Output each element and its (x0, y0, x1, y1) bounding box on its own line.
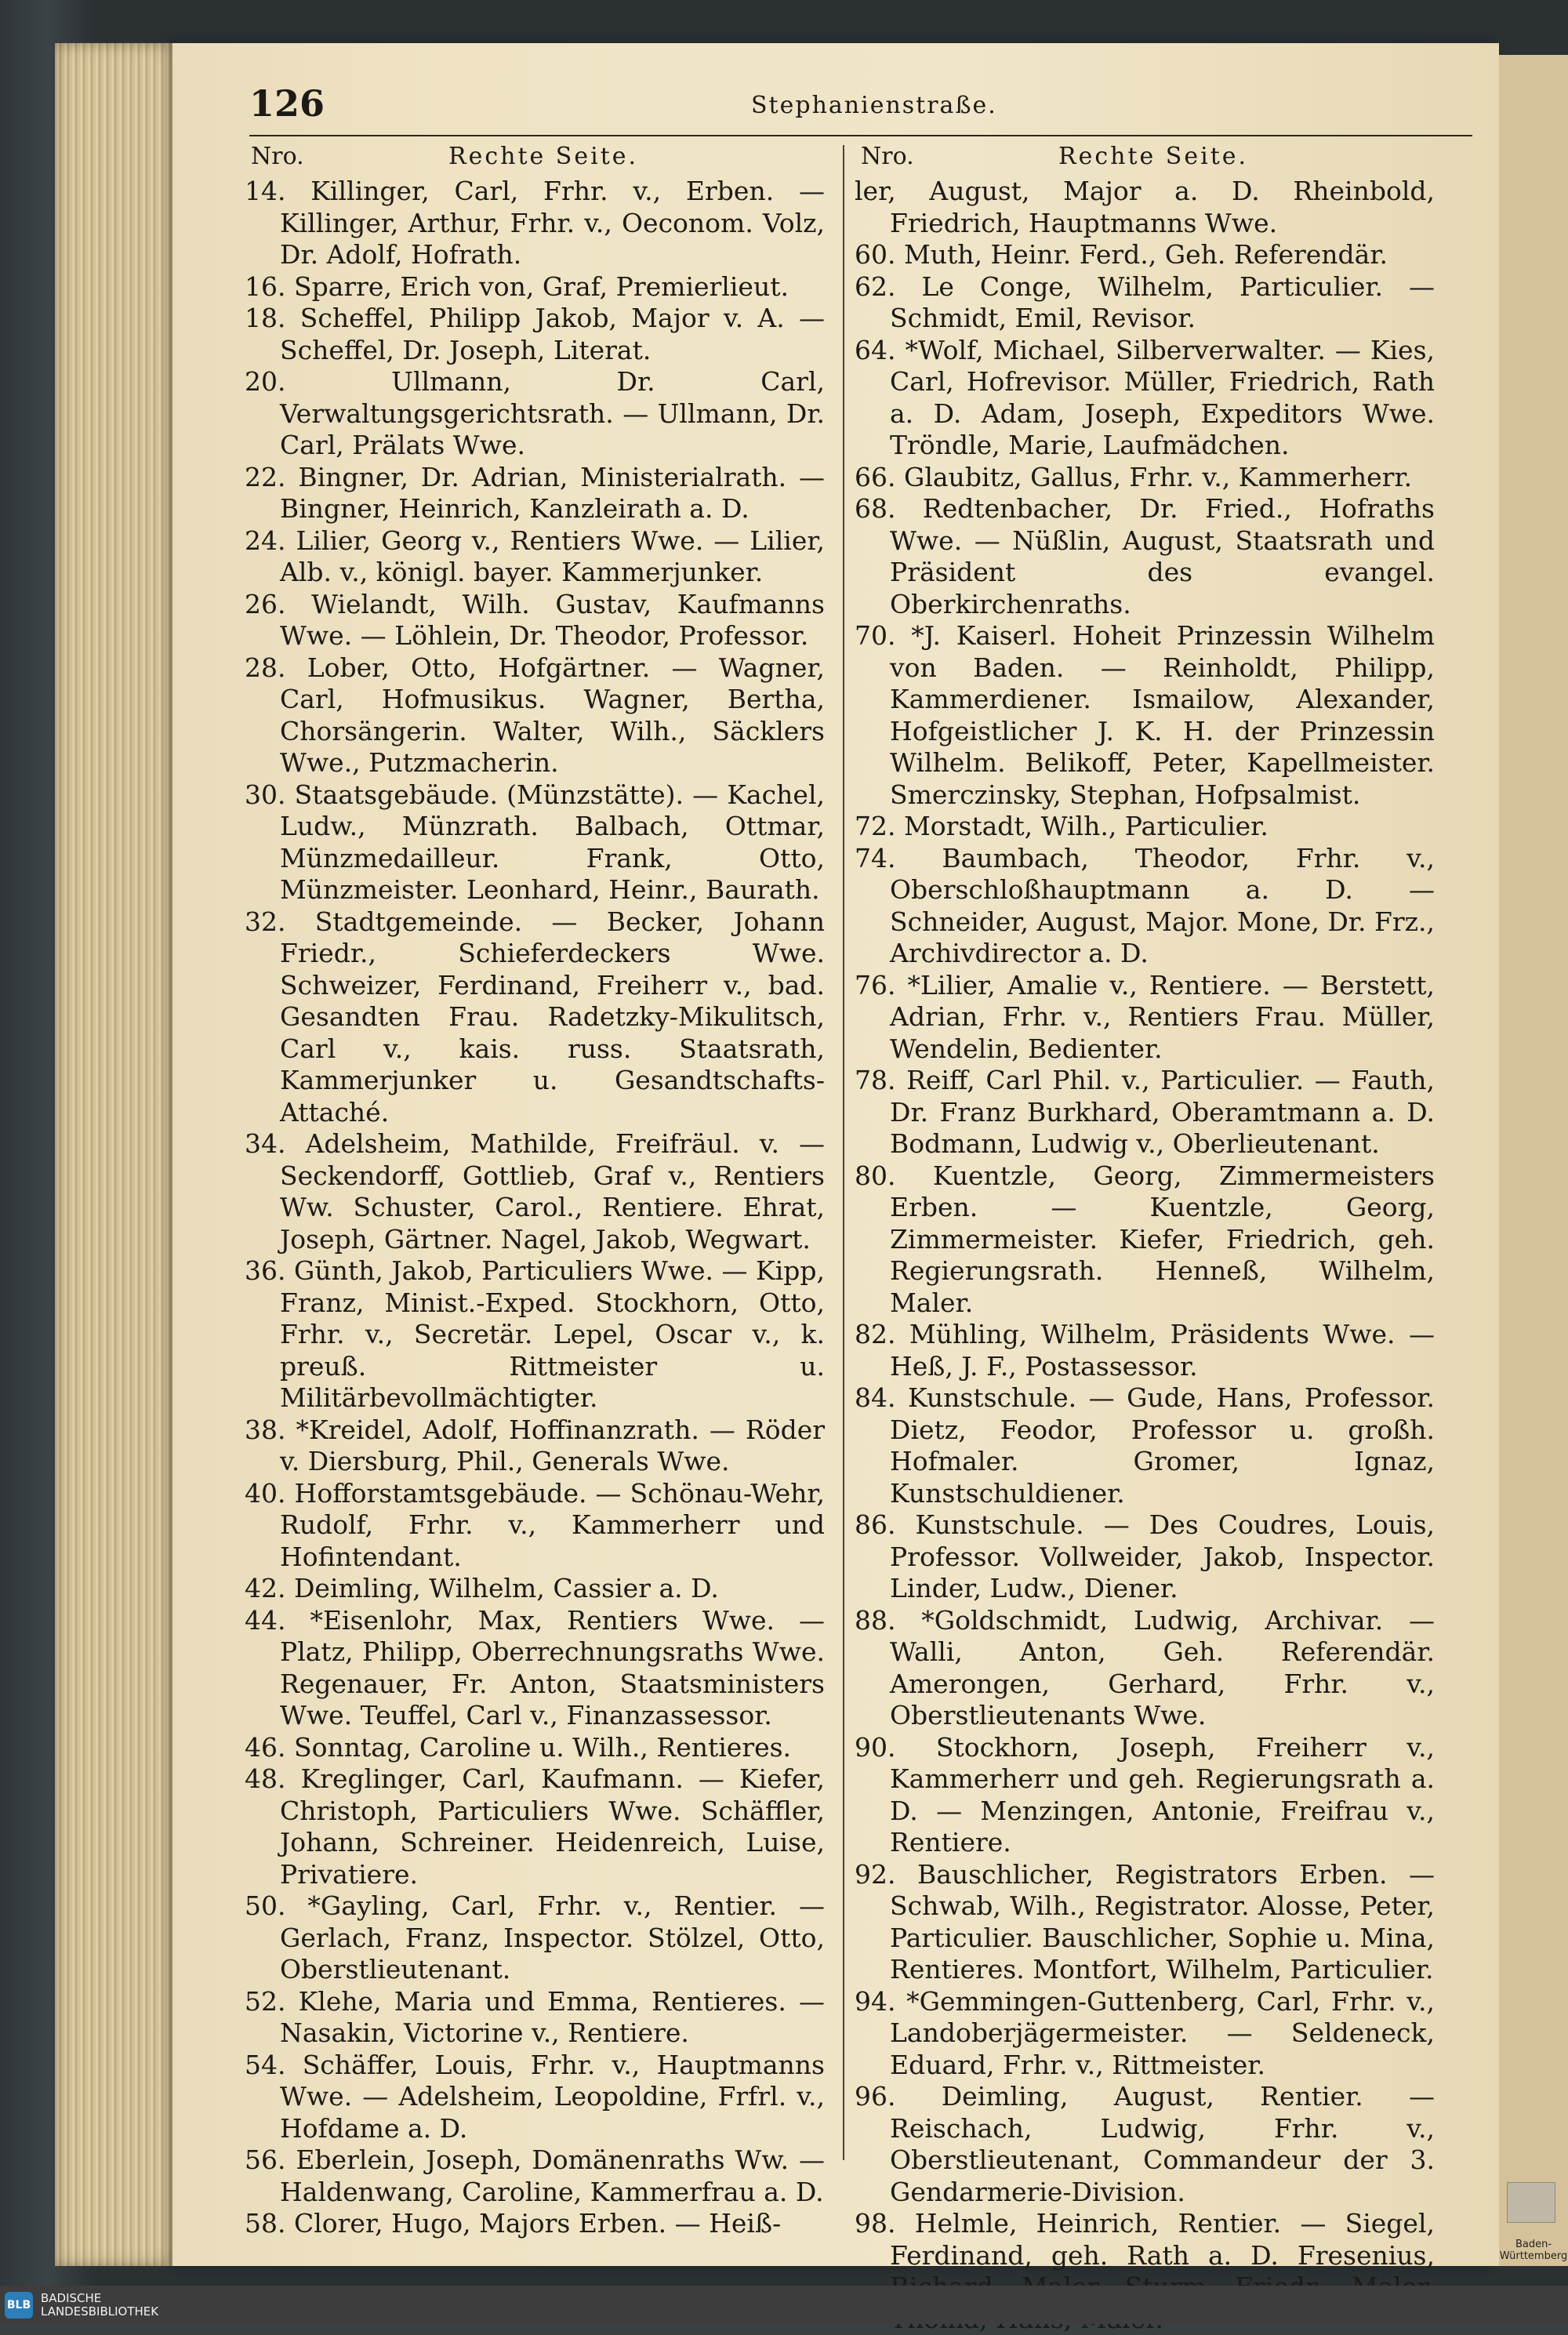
address-entry: 44. *Eisenlohr, Max, Rentiers Wwe. — Platz, Philipp, Oberrechnungsraths Wwe. Regenauer, Fr. Anton, Staatsministers Wwe. Teuffel, Carl v., Finanzassessor. (245, 1604, 825, 1730)
address-entry: 46. Sonntag, Caroline u. Wilh., Rentieres. (245, 1731, 792, 1763)
address-entry: 64. *Wolf, Michael, Silberverwalter. — Kies, Carl, Hofrevisor. Müller, Friedrich, Rath a. D. Adam, Joseph, Expeditors Wwe. Tröndle, Marie, Laufmädchen. (855, 334, 1435, 460)
column-divider (843, 145, 844, 2160)
address-entry: 32. Stadtgemeinde. — Becker, Johann Friedr., Schieferdeckers Wwe. Schweizer, Ferdinand, Freiherr v., bad. Gesandten Frau. Radetzky-Mikulitsch, Carl v., kais. russ. Staatsrath, Kammerjunker u. Gesandtschafts-Attaché. (245, 906, 825, 1128)
address-entry: 42. Deimling, Wilhelm, Cassier a. D. (245, 1573, 719, 1603)
address-entry: ler, August, Major a. D. Rheinbold, Friedrich, Hauptmanns Wwe. (855, 176, 1435, 238)
address-entry: 78. Reiff, Carl Phil. v., Particulier. — Fauth, Dr. Franz Burkhard, Oberamtmann a. D. Bodmann, Ludwig v., Oberlieutenant. (855, 1065, 1435, 1159)
address-entry: 80. Kuentzle, Georg, Zimmermeisters Erben. — Kuentzle, Georg, Zimmermeister. Kiefer, Friedrich, geh. Regierungsrath. Henneß, Wilhelm, Maler. (855, 1160, 1435, 1318)
address-entry: 86. Kunstschule. — Des Coudres, Louis, Professor. Vollweider, Jakob, Inspector. Linder, Ludw., Diener. (855, 1509, 1435, 1603)
address-entry: 98. Helmle, Heinrich, Rentier. — Siegel, Ferdinand, geh. Rath a. D. Fresenius, (855, 2208, 1435, 2271)
book-page-edges (55, 43, 188, 2266)
address-entry: 16. Sparre, Erich von, Graf, Premierlieut. (245, 271, 789, 302)
address-entry: 92. Bauschlicher, Registrators Erben. — Schwab, Wilh., Registrator. Alosse, Peter, Particulier. Bauschlicher, Sophie u. Mina, Rentieres. Montfort, Wilhelm, Particulier. (855, 1858, 1435, 1985)
header-rule (249, 135, 1472, 136)
address-entry: 66. Glaubitz, Gallus, Frhr. v., Kammerherr. (855, 461, 1413, 492)
column-header (855, 143, 1435, 176)
address-entry: 84. Kunstschule. — Gude, Hans, Professor. Dietz, Feodor, Professor u. großh. Hofmaler. Gromer, Ignaz, Kunstschuldiener. (855, 1382, 1435, 1509)
number-label: Nro. (861, 143, 914, 170)
right-column (855, 143, 1435, 2335)
address-entry: 40. Hofforstamtsgebäude. — Schönau-Wehr, Rudolf, Frhr. v., Kammerherr und Hofintendant. (245, 1477, 825, 1572)
address-entry: 50. *Gayling, Carl, Frhr. v., Rentier. — Gerlach, Franz, Inspector. Stölzel, Otto, Oberstlieutenant. (245, 1890, 825, 1985)
address-entry: 62. Le Conge, Wilhelm, Particulier. — Schmidt, Emil, Revisor. (855, 271, 1435, 333)
address-entry: 76. *Lilier, Amalie v., Rentiere. — Berstett, Adrian, Frhr. v., Rentiers Frau. Müller, Wendelin, Bedienter. (855, 969, 1435, 1064)
address-entry: 48. Kreglinger, Carl, Kaufmann. — Kiefer, Christoph, Particuliers Wwe. Schäffler, Johann, Schreiner. Heidenreich, Luise, Privatiere. (245, 1763, 825, 1890)
address-entry: 70. *J. Kaiserl. Hoheit Prinzessin Wilhelm von Baden. — Reinholdt, Philipp, Kammerdiener. Ismailow, Alexander, Hofgeistlicher J. K. H. der Prinzessin Wilhelm. Belikoff, Peter, Kapellmeister. Smerczinsky, Stephan, Hofpsalmist. (855, 620, 1435, 810)
address-entry: 82. Mühling, Wilhelm, Präsidents Wwe. — Heß, J. F., Postassessor. (855, 1319, 1435, 1382)
library-name-line: LANDESBIBLIOTHEK (41, 2304, 159, 2319)
address-entry: 56. Eberlein, Joseph, Domänenraths Ww. — Haldenwang, Caroline, Kammerfrau a. D. (245, 2144, 825, 2207)
address-entry: 58. Clorer, Hugo, Majors Erben. — Heiß- (245, 2208, 782, 2239)
address-entry: 24. Lilier, Georg v., Rentiers Wwe. — Lilier, Alb. v., königl. bayer. Kammerjunker. (245, 525, 825, 587)
address-entry: 18. Scheffel, Philipp Jakob, Major v. A. — Scheffel, Dr. Joseph, Literat. (245, 303, 825, 365)
state-coat-of-arms-icon (1507, 2182, 1555, 2223)
address-entry: 36. Günth, Jakob, Particuliers Wwe. — Kipp, Franz, Minist.-Exped. Stockhorn, Otto, Frhr. v., Secretär. Lepel, Oscar v., k. preuß. Rittmeister u. Militärbevollmächtigter. (245, 1255, 825, 1413)
address-entry: 90. Stockhorn, Joseph, Freiherr v., Kammerherr und geh. Regierungsrath a. D. — Menzingen, Antonie, Freifrau v., Rentiere. (855, 1731, 1435, 1857)
address-entry: 68. Redtenbacher, Dr. Fried., Hofraths Wwe. — Nüßlin, August, Staatsrath und Präsident des evangel. Oberkirchenraths. (855, 493, 1435, 619)
page-number: 126 (249, 82, 325, 125)
address-entry: 22. Bingner, Dr. Adrian, Ministerialrath. — Bingner, Heinrich, Kanzleirath a. D. (245, 461, 825, 524)
library-name (41, 2292, 276, 2319)
right-margin-strip (1499, 55, 1568, 2266)
side-label: Rechte Seite. (1058, 143, 1249, 170)
address-entry: 60. Muth, Heinr. Ferd., Geh. Referendär. (855, 239, 1388, 270)
address-entry: 52. Klehe, Maria und Emma, Rentieres. — Nasakin, Victorine v., Rentiere. (245, 1985, 825, 2048)
address-entry: 28. Lober, Otto, Hofgärtner. — Wagner, Carl, Hofmusikus. Wagner, Bertha, Chorsängerin. Walter, Wilh., Säcklers Wwe., Putzmacherin. (245, 652, 825, 778)
column-header (245, 143, 825, 176)
credit-text: Baden-Württemberg (1499, 2239, 1568, 2262)
side-label: Rechte Seite. (448, 143, 639, 170)
address-entry: 26. Wielandt, Wilh. Gustav, Kaufmanns Wwe. — Löhlein, Dr. Theodor, Professor. (245, 588, 825, 651)
address-entry: 14. Killinger, Carl, Frhr. v., Erben. — Killinger, Arthur, Frhr. v., Oeconom. Volz, Dr. Adolf, Hofrath. (245, 176, 825, 270)
address-entry: 34. Adelsheim, Mathilde, Freifräul. v. — Seckendorff, Gottlieb, Graf v., Rentiers Ww. Schuster, Carol., Rentiere. Ehrat, Joseph, Gärtner. Nagel, Jakob, Wegwart. (245, 1128, 825, 1255)
library-name-line: BADISCHE (41, 2291, 102, 2305)
address-entry: 38. *Kreidel, Adolf, Hoffinanzrath. — Röder v. Diersburg, Phil., Generals Wwe. (245, 1414, 825, 1476)
library-footer-bar (0, 2286, 1568, 2324)
left-column (245, 143, 825, 2240)
address-entry: 96. Deimling, August, Rentier. — Reischach, Ludwig, Frhr. v., Oberstlieutenant, Commandeur der 3. Gendarmerie-Division. (855, 2081, 1435, 2207)
address-entry: 20. Ullmann, Dr. Carl, Verwaltungsgerichtsrath. — Ullmann, Dr. Carl, Prälats Wwe. (245, 366, 825, 460)
address-entry: 54. Schäffer, Louis, Frhr. v., Hauptmanns Wwe. — Adelsheim, Leopoldine, Frfrl. v., Hofdame a. D. (245, 2049, 825, 2144)
address-entry: 74. Baumbach, Theodor, Frhr. v., Oberschloßhauptmann a. D. — Schneider, August, Major. Mone, Dr. Frz., Archivdirector a. D. (855, 842, 1435, 968)
address-entry: 94. *Gemmingen-Guttenberg, Carl, Frhr. v., Landoberjägermeister. — Seldeneck, Eduard, Frhr. v., Rittmeister. (855, 1985, 1435, 2080)
number-label: Nro. (251, 143, 304, 170)
address-entry: 30. Staatsgebäude. (Münzstätte). — Kachel, Ludw., Münzrath. Balbach, Ottmar, Münzmedailleur. Frank, Otto, Münzmeister. Leonhard, Heinr., Baurath. (245, 779, 825, 905)
library-logo-icon: BLB (5, 2292, 33, 2319)
address-entry: 72. Morstadt, Wilh., Particulier. (855, 811, 1269, 841)
address-entry: 88. *Goldschmidt, Ludwig, Archivar. — Walli, Anton, Geh. Referendär. Amerongen, Gerhard, Frhr. v., Oberstlieutenants Wwe. (855, 1604, 1435, 1730)
running-head (249, 82, 1472, 129)
street-title: Stephanienstraße. (751, 92, 997, 119)
